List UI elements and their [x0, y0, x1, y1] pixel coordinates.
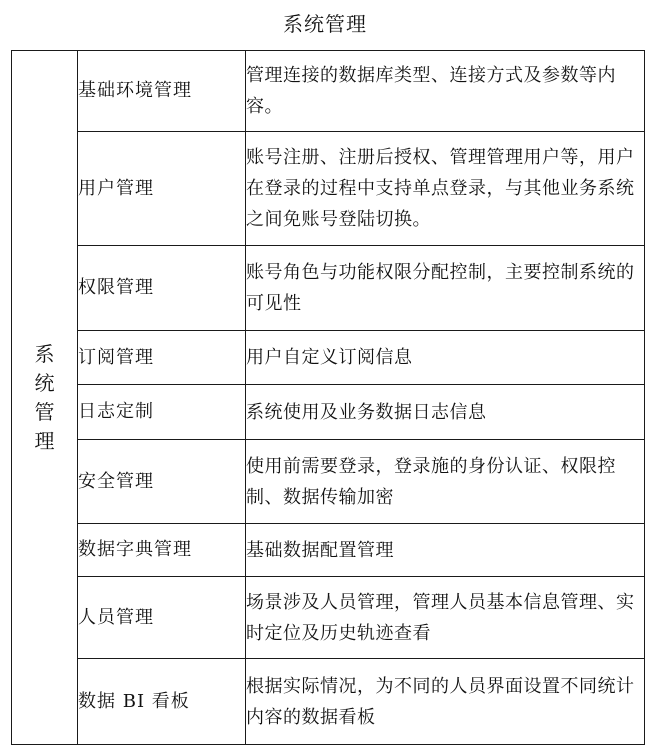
module-description: 场景涉及人员管理，管理人员基本信息管理、实时定位及历史轨迹查看: [246, 577, 645, 659]
module-description: 基础数据配置管理: [246, 524, 645, 577]
group-label: 系统管理: [34, 341, 55, 453]
module-name: 安全管理: [78, 440, 246, 524]
group-cell: [12, 51, 78, 745]
table-row: [12, 524, 645, 577]
module-name: 人员管理: [78, 577, 246, 659]
table-caption: 系统管理: [283, 12, 367, 36]
table-row: [12, 659, 645, 745]
module-name: 订阅管理: [78, 331, 246, 385]
module-description: 账号注册、注册后授权、管理管理用户等，用户在登录的过程中支持单点登录，与其他业务系统之间免账号登陆切换。: [246, 132, 645, 246]
module-description: 用户自定义订阅信息: [246, 331, 645, 385]
module-name: 用户管理: [78, 132, 246, 246]
table-row: [12, 51, 645, 132]
table-row: [12, 132, 645, 246]
table-row: [12, 577, 645, 659]
module-description: 系统使用及业务数据日志信息: [246, 385, 645, 440]
module-description: 账号角色与功能权限分配控制，主要控制系统的可见性: [246, 246, 645, 331]
module-name: 数据 BI 看板: [78, 659, 246, 745]
table-row: [12, 385, 645, 440]
module-description: 使用前需要登录，登录施的身份认证、权限控制、数据传输加密: [246, 440, 645, 524]
module-name: 基础环境管理: [78, 51, 246, 132]
module-name: 日志定制: [78, 385, 246, 440]
module-description: 管理连接的数据库类型、连接方式及参数等内容。: [246, 51, 645, 132]
system-management-table: [11, 50, 645, 745]
table-row: [12, 246, 645, 331]
table-row: [12, 440, 645, 524]
module-description: 根据实际情况，为不同的人员界面设置不同统计内容的数据看板: [246, 659, 645, 745]
table-row: [12, 331, 645, 385]
module-name: 数据字典管理: [78, 524, 246, 577]
module-name: 权限管理: [78, 246, 246, 331]
